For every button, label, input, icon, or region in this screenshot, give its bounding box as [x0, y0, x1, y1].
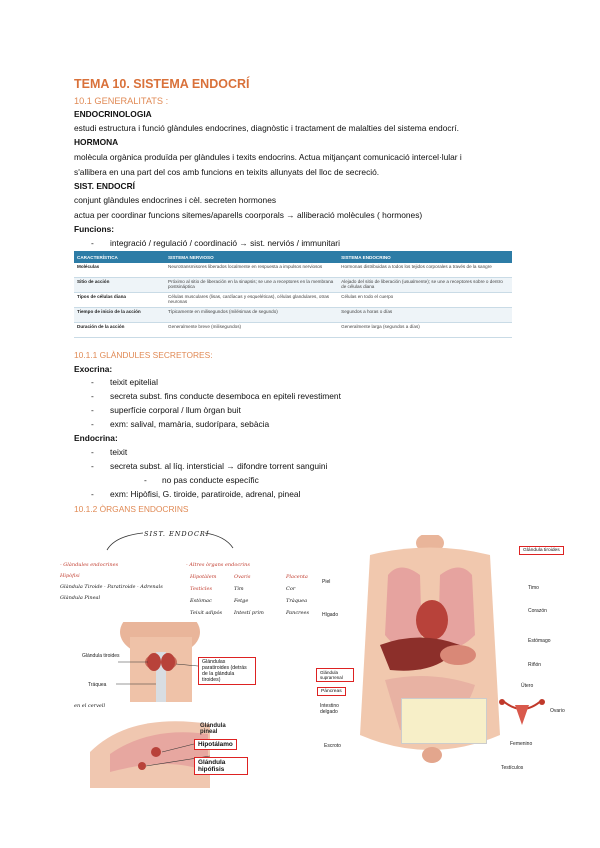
hand-grid-cell: Intestí prim [234, 610, 264, 616]
table-header-cell: SISTEMA ENDOCRINO [338, 251, 512, 263]
section-heading-organs: 10.1.2 ÒRGANS ENDOCRINS [74, 504, 189, 514]
label-piel: Piel [322, 579, 331, 585]
table-row [74, 263, 512, 278]
table-cell: Tipos de células diana [74, 293, 165, 308]
funcions-item: integració / regulació / coordinació → sist. nerviós / immunitari [110, 238, 340, 248]
uterus-illustration [497, 690, 547, 730]
bullet: - [144, 475, 147, 485]
hand-left-head: - Glàndules endocrines [60, 562, 119, 568]
hand-left-1: Hipòfisi [60, 573, 80, 579]
table-cell: Neurotransmisores liberados localmente en respuesta a impulsos nerviosos [165, 263, 338, 278]
endocrina-subitem: no pas conducte específic [162, 475, 259, 485]
label-paratiroides: Glándulas paratiroides (detrás de la glándula tiroides) [198, 657, 256, 685]
bullet: - [91, 461, 94, 471]
table-cell: Células musculares (lisas, cardíacas y esqueléticas), células glandulares, otras neuronas [165, 293, 338, 308]
label-hipofisis: Glándula hipófisis [194, 757, 248, 775]
hormona-definition-line-2: s'allibera en una part del cos amb funcions en teixits allunyats del lloc de secreció. [74, 167, 380, 177]
hand-left-3: Glàndula Pineal [60, 595, 101, 601]
table-cell: Sitio de acción [74, 278, 165, 293]
table-cell: Típicamente en milisegundos (milésimas de segundo) [165, 308, 338, 323]
label-escroto: Escroto [324, 743, 341, 749]
hand-grid-cell: Placenta [286, 574, 308, 580]
funcions-label: Funcions: [74, 224, 115, 234]
hand-grid-cell: Tràquea [286, 598, 308, 604]
label-utero: Útero [521, 683, 534, 689]
female-inset-box [401, 698, 487, 744]
label-intestino: Intestino delgado [320, 703, 339, 715]
hand-left-2: Glàndula Tiroide · Paratiroide · Adrenals [60, 584, 163, 590]
comparison-table [74, 251, 512, 338]
bullet: - [91, 489, 94, 499]
sist-endocri-label: SIST. ENDOCRÍ [74, 181, 135, 191]
label-higado: Hígado [322, 612, 339, 618]
label-hipotalamo: Hipotálamo [194, 739, 237, 750]
section-heading-generalitats: 10.1 GENERALITATS : [74, 96, 169, 106]
label-femenino: Femenino [510, 741, 533, 747]
bullet: - [91, 419, 94, 429]
table-row [74, 323, 512, 338]
label-pineal: Glándula pineal [200, 723, 226, 735]
endocrina-item: teixit [110, 447, 128, 457]
table-cell: Segundos a horas o días [338, 308, 512, 323]
label-suprarrenal: Glándula suprarrenal [316, 668, 354, 682]
table-cell: Alejado del sitio de liberación (usualmente); se une a receptores sobre o dentro de células diana [338, 278, 512, 293]
table-row [74, 278, 512, 293]
endocrinologia-definition: estudi estructura i funció glàndules endocrines, diagnòstic i tractament de malalties del sistema endocrí. [74, 123, 459, 133]
hand-cervell: en el cervell [74, 703, 106, 709]
table-cell: Hormonas distribuidas a todos los tejidos corporales a través de la sangre [338, 263, 512, 278]
bullet: - [91, 405, 94, 415]
label-timo: Timo [528, 585, 539, 591]
table-header-cell: CARACTERÍSTICA [74, 251, 165, 263]
label-testiculos: Testículos [501, 765, 524, 771]
endocrina-example: exm: Hipòfisi, G. tiroide, paratiroide, adrenal, pineal [110, 489, 301, 499]
table-cell: Próximo al sitio de liberación en la sinapsis; se une a receptores en la membrana postsináptica [165, 278, 338, 293]
label-corazon: Corazón [528, 608, 547, 614]
table-cell: Células en todo el cuerpo [338, 293, 512, 308]
section-heading-glandules: 10.1.1 GLÀNDULES SECRETORES: [74, 350, 213, 360]
bullet: - [91, 447, 94, 457]
table-header-row [74, 251, 512, 263]
hormona-definition-line-1: molècula orgànica produïda per glàndules i texits endocrins. Actua mitjançant comunicació intercel·lular i [74, 152, 462, 162]
sist-endocri-definition-2: actua per coordinar funcions sitemes/aparells coorporals → alliberació molècules ( hormones) [74, 210, 423, 220]
bullet: - [91, 238, 94, 248]
hormona-label: HORMONA [74, 137, 119, 147]
endocrina-item: secreta subst. al líq. intersticial → difondre torrent sanguini [110, 461, 328, 471]
table-row [74, 293, 512, 308]
label-tiroides: Glándula tiroides [82, 653, 120, 659]
handwritten-title: SIST. ENDOCRÍ [144, 530, 210, 538]
label-traquea: Tráquea [88, 682, 107, 688]
endocrinologia-label: ENDOCRINOLOGIA [74, 109, 152, 119]
table-header-cell: SISTEMA NERVIOSO [165, 251, 338, 263]
exocrina-item: exm: salival, mamària, sudorípara, sebàcia [110, 419, 270, 429]
bullet: - [91, 377, 94, 387]
table-cell: Tiempo de inicio de la acción [74, 308, 165, 323]
hand-grid-cell: Pancrees [286, 610, 310, 616]
sist-endocri-definition-1: conjunt glàndules endocrines i cèl. secreten hormones [74, 195, 277, 205]
table-row [74, 308, 512, 323]
label-ovario: Ovario [550, 708, 565, 714]
label-estomago: Estómago [528, 638, 551, 644]
table-cell: Generalmente larga (segundos a días) [338, 323, 512, 338]
hand-grid-cell: Estòmac [190, 598, 212, 604]
exocrina-item: teixit epitelial [110, 377, 158, 387]
exocrina-item: secreta subst. fins conducte desemboca en epiteli revestiment [110, 391, 341, 401]
hand-grid-cell: Ovaris [234, 574, 251, 580]
bullet: - [91, 391, 94, 401]
handwritten-arrows [95, 528, 245, 558]
hand-grid-cell: Tim [234, 586, 244, 592]
label-tiroides-body: Glándula tiroides [519, 546, 564, 555]
endocrina-label: Endocrina: [74, 433, 118, 443]
hand-grid-cell: Teixit adipós [190, 610, 223, 616]
label-rinon: Riñón [528, 662, 542, 668]
hand-right-head: - Altres òrgans endocrins [186, 562, 250, 568]
hand-grid-cell: Hipotàlem [190, 574, 217, 580]
hand-grid-cell: Fetge [234, 598, 249, 604]
hand-grid-cell: Testicles [190, 586, 213, 592]
table-cell: Moléculas [74, 263, 165, 278]
table-cell: Generalmente breve (milisegundos) [165, 323, 338, 338]
table-cell: Duración de la acción [74, 323, 165, 338]
label-pancreas: Páncreas [317, 687, 346, 696]
exocrina-item: superfície corporal / llum òrgan buit [110, 405, 241, 415]
page-title: TEMA 10. SISTEMA ENDOCRÍ [74, 77, 250, 91]
exocrina-label: Exocrina: [74, 364, 113, 374]
hand-grid-cell: Cor [286, 586, 296, 592]
